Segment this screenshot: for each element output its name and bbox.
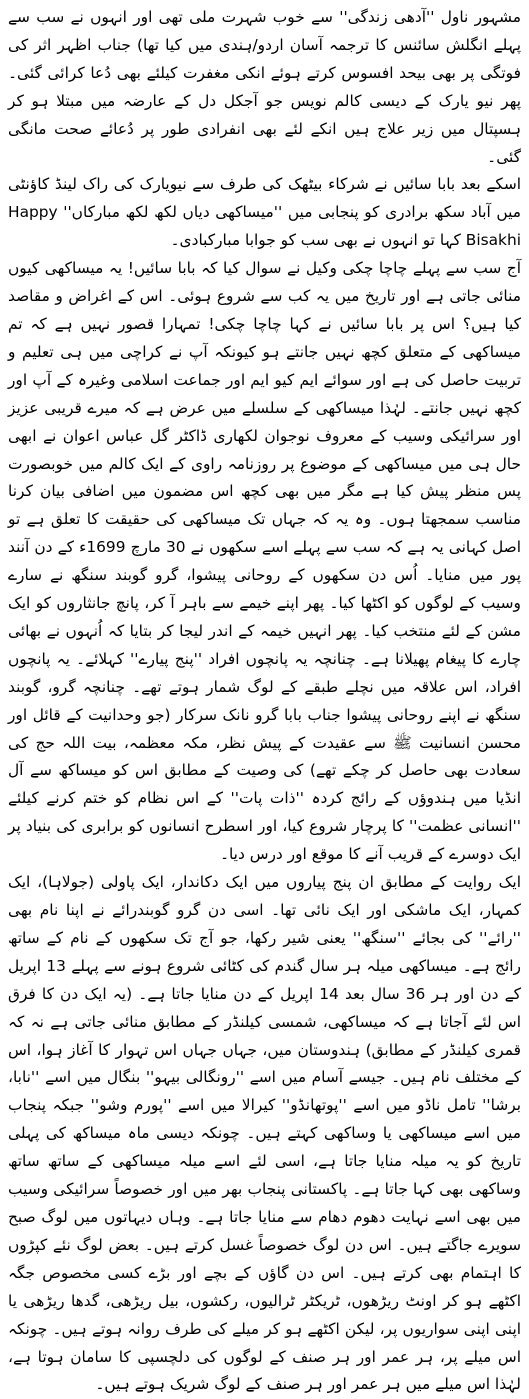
paragraph-greeting: اسکے بعد بابا سائیں نے شرکاء بیٹھک کی طرف سے نیویارک کی راک لینڈ کاؤنٹی میں آباد سکھ برادری کو پنجابی میں ''میساکھی دیاں لکھ لکھ مبارکاں'' Happy Bisakhi کہا تو انہوں نے بھی سب کو جوابا مبارکبادی۔ (8, 175, 521, 250)
paragraph-history: آج سب سے پہلے چاچا چکی وکیل نے سوال کیا کہ بابا سائیں! یہ میساکھی کیوں منائی جاتی ہے اور تاریخ میں یہ کب سے شروع ہوئی۔ اس کے اغراض و مقاصد کیا ہیں؟ اس پر بابا سائیں نے کہا چاچا چکی! تمہارا قصور نہیں ہے کہ تم میساکھی کے متعلق کچھ نہیں جانتے ہو کیونکہ آپ نے کراچی میں ہی تعلیم و تربیت حاصل کی ہے اور سوائے ایم کیو ایم اور جماعت اسلامی وغیرہ کے آپ اور کچھ نہیں جانتے۔ لہٰذا میساکھی کے سلسلے میں عرض ہے کہ میرے قریبی عزیز اور سرائیکی وسیب کے معروف نوجوان لکھاری ڈاکٹر گل عباس اعوان نے ابھی حال ہی میں میساکھی کے موضوع پر روزنامہ راوی کے ایک کالم میں خوبصورت پس منظر پیش کیا ہے مگر میں بھی کچھ اس مضمون میں اضافی بیان کرنا مناسب سمجھتا ہوں۔ وہ یہ کہ جہاں تک میساکھی کی حقیقت کا تعلق ہے تو اصل کہانی یہ ہے کہ سب سے پہلے اسے سکھوں نے 30 مارچ 1699ء کے دن آنند پور میں منایا۔ اُس دن سکھوں کے روحانی پیشوا، گرو گوبند سنگھ نے سارے وسیب کے لوگوں کو اکٹھا کیا۔ پھر اپنے خیمے سے باہر آ کر، پانچ جانثاروں کو ایک مشن کے لئے منتخب کیا۔ پھر انہیں خیمہ کے اندر لیجا کر بتایا کہ اُنہوں نے بھائی چارے کا پیغام پھیلانا ہے۔ چنانچہ یہ پانچوں افراد ''پنج پیارے'' کہلائے۔ یہ پانچوں افراد، اس علاقہ میں نچلے طبقے کے لوگ شمار ہوتے تھے۔ چنانچہ گرو، گوبند سنگھ نے اپنے روحانی پیشوا جناب بابا گرو نانک سرکار (جو وحدانیت کے قائل اور محسن انسانیت ﷺ سے عقیدت کے پیش نظر، مکہ معظمہ، بیت اللہ حج کی سعادت بھی حاصل کر چکے تھے) کی وصیت کے مطابق اس کو میساکھ سے آل انڈیا میں ہندوؤں کے رائج کردہ ''ذات پات'' کے اس نظام کو ختم کرنے کیلئے ''انسانی عظمت'' کا پرچار شروع کیا، اور اسطرح انسانوں کو برابری کی بنیاد پر ایک دوسرے کے قریب آنے کا موقع اور درس دیا۔ (8, 259, 522, 864)
paragraph-intro: مشہور ناول ''آدھی زندگی'' سے خوب شہرت ملی تھی اور انہوں نے سب سے پہلے انگلش سائنس کا ترجمہ آسان اردو/ہندی میں کیا تھا) جناب اظہر اثر کی فوتگی پر بھی بیحد افسوس کرتے ہوئے انکی مغفرت کیلئے بھی دُعا کرائی گئی۔ پھر نیو یارک کے دیسی کالم نویس جو آجکل دل کے عارضہ میں مبتلا ہو کر ہسپتال میں زیر علاج ہیں انکے لئے بھی انفرادی طور پر دُعائے صحت مانگی گئی۔ (8, 8, 521, 166)
paragraph-festival: ایک روایت کے مطابق ان پنج پیاروں میں ایک دکاندار، ایک پاولی (جولاہا)، ایک کمہار، ایک ماشکی اور ایک نائی تھا۔ اسی دن گرو گوبندرائے نے اپنا نام بھی ''رائے'' کی بجائے ''سنگھ'' یعنی شیر رکھا، جو آج تک سکھوں کے نام کے ساتھ رائج ہے۔ میساکھی میلہ ہر سال گندم کی کٹائی شروع ہونے سے پہلے 13 اپریل کے دن اور ہر 36 سال بعد 14 اپریل کے دن منایا جاتا ہے۔ (یہ ایک دن کا فرق اس لئے آجاتا ہے کہ میساکھی، شمسی کیلنڈر کے مطابق منائی جاتی ہے نہ کہ قمری کیلنڈر کے مطابق) ہندوستان میں، جہاں جہاں اس تہوار کا آغاز ہوا، اس کے مختلف نام ہیں۔ جیسے آسام میں اسے ''رونگالی بیہو'' بنگال میں اسے ''نابا، برشا'' تامل ناڈو میں اسے ''پوتھانڈو'' کیرالا میں اسے ''پورم وشو'' جبکہ پنجاب میں اسے میساکھی یا وساکھی کہتے ہیں۔ چونکہ دیسی ماہ میساکھ کی پہلی تاریخ کو یہ میلہ منایا جاتا ہے، اسی لئے اسے میلہ میساکھی کے ساتھ ساتھ وساکھی بھی کہا جاتا ہے۔ پاکستانی پنجاب بھر میں اور خصوصاً سرائیکی وسیب میں بھی اسے نہایت دھوم دھام سے منایا جاتا ہے۔ وہاں دیہاتوں میں لوگ صبح سویرے جاگتے ہیں۔ اس دن لوگ خصوصاً غسل کرتے ہیں۔ بعض لوگ نئے کپڑوں کا اہتمام بھی کرتے ہیں۔ اس دن گاؤں کے بچے اور بڑے کسی مخصوص جگہ اکٹھے ہو کر اونٹ ریڑھوں، ٹریکٹر ٹرالیوں، رکشوں، بیل ریڑھی، گدھا ریڑھی یا اپنی اپنی سواریوں پر، لیکن اکٹھے ہو کر میلے کی طرف روانہ ہوتے ہیں۔ چونکہ اس میلے پر، ہر عمر اور ہر صنف کے لوگوں کی دلچسپی کا سامان ہوتا ہے، لہٰذا اس میلے میں ہر عمر اور ہر صنف کے لوگ شریک ہوتے ہیں۔ (8, 873, 521, 1394)
